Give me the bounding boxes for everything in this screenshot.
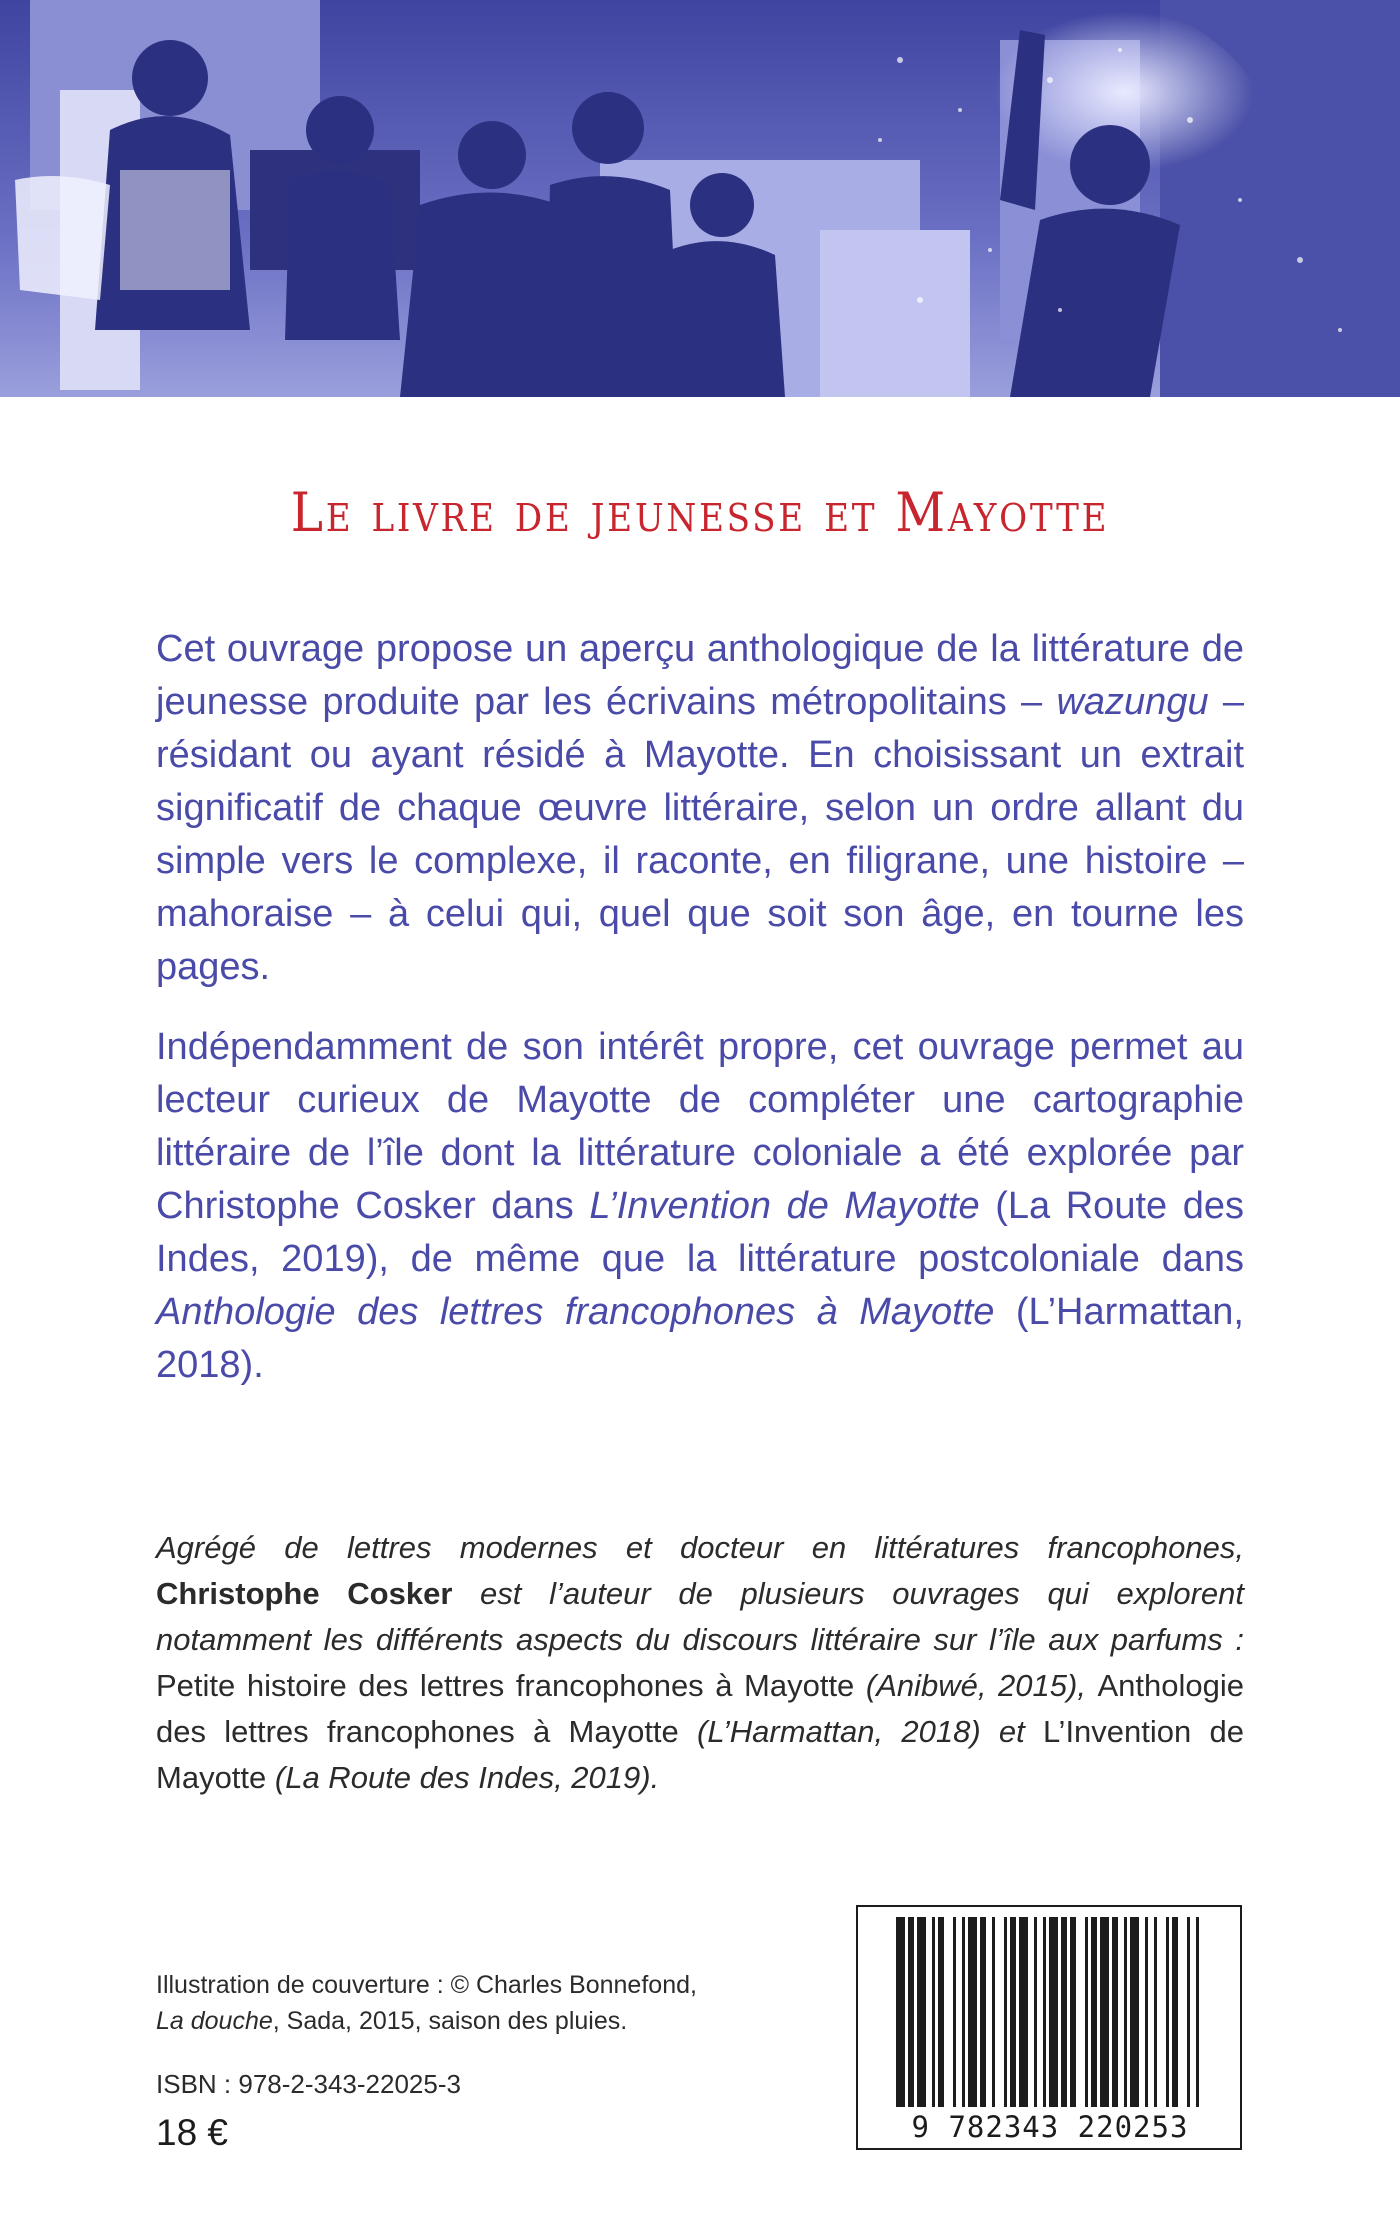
credit-line-1: Illustration de couverture : © Charles Bonnefond, bbox=[156, 1971, 697, 1999]
bio-book-title: Petite histoire des lettres francophones à Mayotte bbox=[156, 1668, 855, 1703]
barcode-bar bbox=[1034, 1917, 1037, 2107]
barcode-bar bbox=[917, 1917, 926, 2107]
barcode-bar bbox=[962, 1917, 965, 2107]
barcode-bar bbox=[1130, 1917, 1139, 2107]
barcode-bar bbox=[1004, 1917, 1007, 2107]
barcode-bar bbox=[980, 1917, 986, 2107]
summary-italic-term: wazungu bbox=[1056, 681, 1209, 723]
isbn: ISBN : 978-2-343-22025-3 bbox=[156, 2069, 461, 2099]
summary-text: (L’Harmattan, 2018). bbox=[156, 1291, 1244, 1386]
barcode-bar bbox=[932, 1917, 935, 2107]
price: 18 € bbox=[156, 2112, 229, 2153]
summary-book-title: Anthologie des lettres francophones à Mayotte bbox=[156, 1291, 995, 1333]
barcode-bar bbox=[1172, 1917, 1178, 2107]
barcode-bar bbox=[1085, 1917, 1088, 2107]
author-bio bbox=[156, 1525, 1244, 1801]
barcode-bar bbox=[992, 1917, 995, 2107]
bio-text: Agrégé de lettres modernes et docteur en littératures francophones, bbox=[156, 1530, 1244, 1565]
barcode-bar bbox=[1154, 1917, 1157, 2107]
barcode-bar bbox=[1112, 1917, 1118, 2107]
illustration-credit bbox=[156, 1967, 716, 2039]
barcode-bar bbox=[1145, 1917, 1148, 2107]
cover-photo bbox=[0, 0, 1400, 397]
barcode-bar bbox=[908, 1917, 914, 2107]
author-name: Christophe Cosker bbox=[156, 1576, 453, 1611]
barcode-bar bbox=[896, 1917, 905, 2107]
barcode-bar bbox=[1070, 1917, 1076, 2107]
barcode-digits: 9 782343 220253 bbox=[911, 2110, 1189, 2144]
credit-line-2-rest: , Sada, 2015, saison des pluies. bbox=[272, 2007, 628, 2035]
barcode-bar bbox=[968, 1917, 977, 2107]
children-playing-in-water-photo-icon bbox=[0, 0, 1400, 397]
summary-text: Indépendamment de son intérêt propre, cet ouvrage permet au lecteur curieux de Mayotte de compléter une cartographie littéraire de l’île dont la littérature coloniale a été explorée par Christophe Cosker dans bbox=[156, 1026, 1244, 1227]
summary-book-title: L’Invention de Mayotte bbox=[589, 1185, 980, 1227]
barcode bbox=[856, 1905, 1242, 2150]
bio-book-title: L’Invention de Mayotte bbox=[156, 1714, 1244, 1795]
barcode-bar bbox=[1124, 1917, 1127, 2107]
summary-paragraph-2 bbox=[156, 1021, 1244, 1392]
summary-text: – résidant ou ayant résidé à Mayotte. En choisissant un extrait significatif de chaque œuvre littéraire, selon un ordre allant du simple vers le complexe, il raconte, en filigrane, une histoire – mahoraise – à celui qui, quel que soit son âge, en tourne les pages. bbox=[156, 681, 1244, 988]
bio-publisher: (L’Harmattan, 2018) et bbox=[678, 1714, 1044, 1749]
credit-line-2 bbox=[156, 2003, 716, 2039]
bio-publisher: (Anibwé, 2015), bbox=[854, 1668, 1098, 1703]
barcode-bar bbox=[938, 1917, 944, 2107]
bio-book-title: Anthologie des lettres francophones à Mayotte bbox=[156, 1668, 1244, 1749]
barcode-bar bbox=[1019, 1917, 1028, 2107]
barcode-bar bbox=[1196, 1917, 1199, 2107]
barcode-bar bbox=[1091, 1917, 1097, 2107]
book-title: Le livre de jeunesse et Mayotte bbox=[290, 481, 1110, 544]
barcode-bar bbox=[1049, 1917, 1058, 2107]
summary-text: Cet ouvrage propose un aperçu anthologique de la littérature de jeunesse produite par les écrivains métropolitains – bbox=[156, 628, 1244, 723]
summary-paragraph-1 bbox=[156, 623, 1244, 994]
barcode-bars-icon bbox=[896, 1917, 1206, 2107]
barcode-bar bbox=[1187, 1917, 1190, 2107]
barcode-bar bbox=[953, 1917, 956, 2107]
barcode-bar bbox=[1043, 1917, 1046, 2107]
credit-work-title: La douche bbox=[156, 2007, 273, 2035]
barcode-bar bbox=[1010, 1917, 1016, 2107]
bio-publisher: (La Route des Indes, 2019). bbox=[266, 1760, 660, 1795]
barcode-bar bbox=[1100, 1917, 1109, 2107]
barcode-bar bbox=[1061, 1917, 1067, 2107]
bio-text: est l’auteur de plusieurs ouvrages qui explorent notamment les différents aspects du discours littéraire sur l’île aux parfums : bbox=[156, 1576, 1244, 1657]
barcode-bar bbox=[1166, 1917, 1169, 2107]
summary-text: (La Route des Indes, 2019), de même que la littérature postcoloniale dans bbox=[156, 1185, 1244, 1280]
